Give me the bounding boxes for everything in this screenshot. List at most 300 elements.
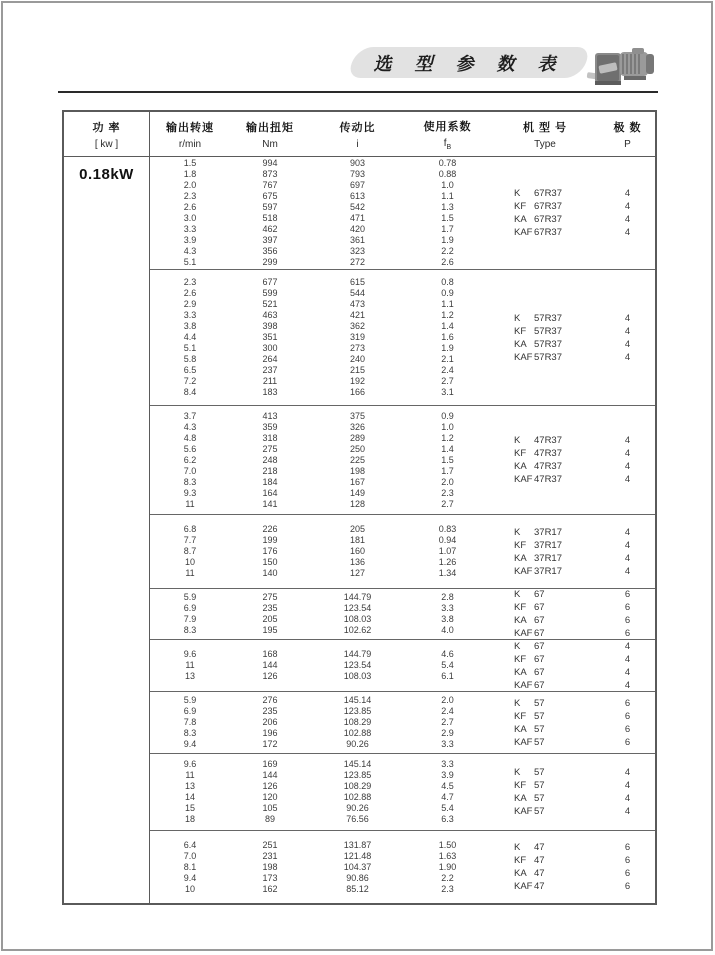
cell-value: 85.12: [346, 883, 369, 894]
type-value: KAF 67: [514, 679, 545, 691]
type-column: [490, 589, 600, 640]
cell-value: 289: [349, 432, 366, 443]
cell-value: 9.4: [183, 872, 197, 883]
poles-column: [600, 526, 655, 578]
cell-value: 359: [262, 421, 278, 432]
cell-value: 3.8: [441, 614, 454, 624]
cell-value: 2.7: [441, 498, 454, 509]
cell-value: 599: [262, 288, 278, 298]
cell-value: 199: [262, 535, 278, 545]
cell-value: 300: [262, 343, 278, 353]
header-output-speed: [150, 112, 230, 156]
type-value: K 57: [514, 767, 545, 778]
cell-value: 104.37: [343, 861, 372, 872]
poles-column: [600, 697, 655, 749]
type-value: K 37R17: [514, 526, 562, 538]
cell-value: 150: [262, 557, 278, 567]
poles-value: 4: [624, 793, 631, 804]
speeds-column: [150, 649, 230, 682]
cell-value: 226: [262, 524, 278, 534]
table-section: [150, 640, 655, 692]
cell-value: 8.1: [183, 861, 197, 872]
cell-value: 3.3: [441, 603, 454, 613]
cell-value: 2.1: [441, 354, 454, 364]
cell-value: 149: [349, 487, 366, 498]
cell-value: 0.9: [441, 288, 454, 298]
cell-value: 375: [349, 410, 366, 421]
cell-value: 2.4: [441, 365, 454, 375]
factors-column: [405, 277, 490, 398]
ratios-column: [310, 524, 405, 579]
cell-value: 471: [349, 213, 366, 223]
header-output-torque-unit: Nm: [262, 138, 278, 150]
poles-value: 4: [624, 767, 631, 778]
cell-value: 5.6: [183, 443, 197, 454]
cell-value: 615: [349, 277, 366, 287]
cell-value: 4.5: [441, 781, 454, 791]
speeds-column: [150, 524, 230, 579]
cell-value: 3.7: [183, 410, 197, 421]
cell-value: 397: [262, 235, 278, 245]
poles-value: 4: [624, 565, 631, 577]
cell-value: 1.6: [441, 332, 454, 342]
cell-value: 0.78: [438, 158, 457, 168]
cell-value: 162: [262, 883, 278, 894]
poles-value: 4: [624, 312, 631, 324]
cell-value: 108.03: [343, 614, 372, 624]
poles-value: 4: [624, 201, 631, 212]
cell-value: 15: [184, 803, 195, 813]
table-section: [150, 589, 655, 640]
cell-value: 326: [349, 421, 366, 432]
cell-value: 102.88: [343, 728, 372, 738]
cell-value: 361: [349, 235, 366, 245]
cell-value: 11: [185, 660, 195, 670]
cell-value: 102.62: [343, 625, 372, 635]
type-column: [490, 312, 600, 364]
type-value: KF 57: [514, 710, 545, 722]
header-type-cn: 机 型 号: [522, 121, 568, 134]
cell-value: 2.2: [441, 872, 454, 883]
header-poles-unit: P: [624, 138, 631, 150]
header-output-torque-cn: 输出扭矩: [246, 121, 294, 134]
cell-value: 2.8: [441, 592, 454, 602]
cell-value: 7.7: [183, 535, 197, 545]
cell-value: 3.0: [183, 213, 197, 223]
torques-column: [230, 592, 310, 636]
poles-value: 6: [624, 855, 631, 866]
cell-value: 4.0: [441, 625, 454, 635]
cell-value: 0.8: [441, 277, 454, 287]
poles-column: [600, 766, 655, 818]
speeds-column: [150, 411, 230, 510]
cell-value: 1.9: [441, 343, 454, 353]
ratios-column: [310, 649, 405, 682]
poles-value: 4: [624, 461, 631, 472]
cell-value: 144.79: [343, 592, 372, 602]
cell-value: 123.54: [343, 660, 372, 670]
cell-value: 3.8: [183, 321, 197, 331]
ratios-column: [310, 759, 405, 825]
cell-value: 76.56: [346, 814, 369, 824]
cell-value: 13: [184, 671, 195, 681]
table-body: [64, 157, 655, 903]
cell-value: 108.29: [343, 781, 372, 791]
cell-value: 1.7: [441, 465, 454, 476]
header-output-torque: [230, 112, 310, 156]
cell-value: 172: [262, 739, 278, 749]
table-body-sections: [150, 157, 655, 903]
cell-value: 1.7: [441, 224, 454, 234]
cell-value: 2.3: [183, 191, 197, 201]
power-value: 0.18kW: [79, 166, 134, 183]
poles-value: 6: [624, 589, 631, 600]
header-ratio: [310, 112, 405, 156]
cell-value: 206: [262, 717, 278, 727]
table-section: [150, 270, 655, 406]
table-header-row: [64, 112, 655, 157]
cell-value: 0.9: [441, 410, 454, 421]
selection-table: [62, 110, 657, 905]
poles-value: 4: [624, 351, 631, 363]
type-value: K 67R37: [514, 188, 562, 199]
cell-value: 237: [262, 365, 278, 375]
type-value: KF 37R17: [514, 539, 562, 551]
cell-value: 793: [349, 169, 366, 179]
cell-value: 128: [349, 498, 366, 509]
type-value: KF 57: [514, 780, 545, 791]
type-column: [490, 841, 600, 893]
table-section: [150, 406, 655, 515]
cell-value: 166: [349, 387, 366, 397]
poles-value: 4: [624, 552, 631, 564]
poles-column: [600, 187, 655, 239]
type-value: KAF 57R37: [514, 351, 562, 363]
cell-value: 198: [262, 861, 278, 872]
cell-value: 3.3: [441, 739, 454, 749]
factors-column: [405, 695, 490, 750]
cell-value: 7.0: [183, 465, 197, 476]
cell-value: 356: [262, 246, 278, 256]
type-value: KA 57: [514, 793, 545, 804]
cell-value: 2.6: [183, 288, 197, 298]
cell-value: 6.9: [183, 603, 197, 613]
cell-value: 90.26: [346, 803, 369, 813]
cell-value: 420: [349, 224, 366, 234]
type-value: KAF 57: [514, 736, 545, 748]
poles-column: [600, 841, 655, 893]
factors-column: [405, 840, 490, 895]
cell-value: 5.4: [441, 660, 454, 670]
cell-value: 2.4: [441, 706, 454, 716]
poles-value: 4: [624, 188, 631, 199]
cell-value: 4.6: [441, 649, 454, 659]
cell-value: 2.0: [441, 476, 454, 487]
factors-column: [405, 411, 490, 510]
cell-value: 1.26: [438, 557, 457, 567]
cell-value: 6.2: [183, 454, 197, 465]
cell-value: 9.4: [183, 739, 197, 749]
header-service-factor-cn: 使用系数: [423, 120, 472, 133]
cell-value: 8.3: [183, 728, 197, 738]
ratios-column: [310, 277, 405, 398]
table-section: [150, 157, 655, 270]
cell-value: 1.5: [441, 213, 454, 223]
cell-value: 518: [262, 213, 278, 223]
speeds-column: [150, 759, 230, 825]
header-power-cn: 功 率: [92, 121, 121, 134]
type-column: [490, 766, 600, 818]
cell-value: 145.14: [343, 759, 372, 769]
table-section: [150, 515, 655, 589]
cell-value: 5.1: [183, 257, 197, 267]
poles-value: 6: [624, 868, 631, 879]
cell-value: 521: [262, 299, 278, 309]
poles-value: 4: [624, 539, 631, 551]
poles-column: [600, 434, 655, 486]
cell-value: 597: [262, 202, 278, 212]
cell-value: 5.9: [183, 592, 197, 602]
cell-value: 264: [262, 354, 278, 364]
cell-value: 421: [349, 310, 366, 320]
cell-value: 126: [262, 781, 278, 791]
poles-column: [600, 589, 655, 640]
cell-value: 108.29: [343, 717, 372, 727]
cell-value: 126: [262, 671, 278, 681]
type-value: KF 67: [514, 602, 545, 613]
cell-value: 3.9: [183, 235, 197, 245]
cell-value: 272: [349, 257, 366, 267]
cell-value: 9.3: [183, 487, 197, 498]
cell-value: 0.83: [438, 524, 457, 534]
type-value: KF 67: [514, 653, 545, 665]
cell-value: 136: [349, 557, 366, 567]
header-power: [64, 112, 150, 156]
cell-value: 11: [185, 498, 195, 509]
cell-value: 1.2: [441, 432, 454, 443]
poles-value: 6: [624, 602, 631, 613]
cell-value: 168: [262, 649, 278, 659]
power-cell: [64, 157, 150, 903]
ratios-column: [310, 592, 405, 636]
cell-value: 9.6: [183, 759, 197, 769]
cell-value: 1.4: [441, 443, 454, 454]
cell-value: 6.8: [183, 524, 197, 534]
table-header-main: [150, 112, 655, 156]
cell-value: 7.9: [183, 614, 197, 624]
cell-value: 7.0: [183, 850, 197, 861]
type-value: KAF 47R37: [514, 474, 562, 485]
cell-value: 123.85: [343, 770, 372, 780]
cell-value: 0.88: [438, 169, 457, 179]
poles-column: [600, 312, 655, 364]
poles-value: 4: [624, 679, 631, 691]
torques-column: [230, 277, 310, 398]
cell-value: 6.1: [441, 671, 454, 681]
type-value: KA 67: [514, 615, 545, 626]
cell-value: 123.85: [343, 706, 372, 716]
cell-value: 1.07: [438, 546, 457, 556]
cell-value: 123.54: [343, 603, 372, 613]
cell-value: 276: [262, 695, 278, 705]
cell-value: 3.1: [441, 387, 454, 397]
table-section: [150, 754, 655, 831]
page-title: 选 型 参 数 表: [373, 54, 565, 74]
speeds-column: [150, 840, 230, 895]
type-column: [490, 526, 600, 578]
cell-value: 2.9: [441, 728, 454, 738]
type-value: KF 47: [514, 855, 545, 866]
cell-value: 231: [262, 850, 278, 861]
type-value: KAF 67: [514, 628, 545, 639]
cell-value: 211: [262, 376, 278, 386]
cell-value: 144: [262, 660, 278, 670]
type-value: KA 57R37: [514, 338, 562, 350]
ratios-column: [310, 158, 405, 268]
cell-value: 463: [262, 310, 278, 320]
torques-column: [230, 695, 310, 750]
cell-value: 2.6: [441, 257, 454, 267]
cell-value: 1.8: [183, 169, 197, 179]
cell-value: 697: [349, 180, 366, 190]
cell-value: 318: [262, 432, 278, 443]
cell-value: 2.9: [183, 299, 197, 309]
ratios-column: [310, 840, 405, 895]
type-value: K 47R37: [514, 435, 562, 446]
cell-value: 3.3: [183, 310, 197, 320]
cell-value: 13: [184, 781, 195, 791]
cell-value: 1.63: [438, 850, 457, 861]
ratios-column: [310, 411, 405, 510]
cell-value: 131.87: [343, 839, 372, 850]
cell-value: 108.03: [343, 671, 372, 681]
type-value: K 57R37: [514, 312, 562, 324]
cell-value: 5.4: [441, 803, 454, 813]
cell-value: 6.9: [183, 706, 197, 716]
torques-column: [230, 524, 310, 579]
speeds-column: [150, 592, 230, 636]
cell-value: 11: [185, 770, 195, 780]
cell-value: 169: [262, 759, 278, 769]
cell-value: 127: [349, 568, 366, 578]
cell-value: 8.3: [183, 625, 197, 635]
cell-value: 4.3: [183, 246, 197, 256]
header-poles-cn: 极 数: [613, 121, 642, 134]
cell-value: 1.50: [438, 839, 457, 850]
cell-value: 1.2: [441, 310, 454, 320]
factors-column: [405, 592, 490, 636]
cell-value: 767: [262, 180, 278, 190]
cell-value: 2.0: [441, 695, 454, 705]
factors-column: [405, 649, 490, 682]
poles-value: 4: [624, 448, 631, 459]
cell-value: 1.5: [441, 454, 454, 465]
type-value: K 67: [514, 589, 545, 600]
cell-value: 205: [349, 524, 366, 534]
cell-value: 2.3: [441, 487, 454, 498]
header-output-speed-cn: 输出转速: [166, 121, 214, 134]
factors-column: [405, 524, 490, 579]
header-output-speed-unit: r/min: [178, 138, 202, 150]
poles-value: 4: [624, 780, 631, 791]
cell-value: 473: [349, 299, 366, 309]
cell-value: 2.7: [441, 376, 454, 386]
cell-value: 903: [349, 158, 366, 168]
cell-value: 1.34: [438, 568, 457, 578]
cell-value: 2.2: [441, 246, 454, 256]
cell-value: 121.48: [343, 850, 372, 861]
cell-value: 205: [262, 614, 278, 624]
type-value: KA 47R37: [514, 461, 562, 472]
cell-value: 2.7: [441, 717, 454, 727]
cell-value: 235: [262, 706, 278, 716]
cell-value: 105: [262, 803, 278, 813]
cell-value: 235: [262, 603, 278, 613]
cell-value: 90.86: [346, 872, 369, 883]
type-value: KF 67R37: [514, 201, 562, 212]
type-value: KAF 37R17: [514, 565, 562, 577]
header-power-unit: [ kw ]: [94, 138, 119, 150]
cell-value: 3.3: [441, 759, 454, 769]
poles-value: 4: [624, 806, 631, 817]
cell-value: 544: [349, 288, 366, 298]
header-ratio-unit: i: [356, 138, 359, 150]
type-value: K 67: [514, 640, 545, 652]
cell-value: 144.79: [343, 649, 372, 659]
cell-value: 675: [262, 191, 278, 201]
type-value: KA 37R17: [514, 552, 562, 564]
cell-value: 183: [262, 387, 278, 397]
torques-column: [230, 759, 310, 825]
cell-value: 613: [349, 191, 366, 201]
cell-value: 215: [349, 365, 366, 375]
cell-value: 9.6: [183, 649, 197, 659]
cell-value: 160: [349, 546, 366, 556]
poles-value: 6: [624, 842, 631, 853]
cell-value: 542: [349, 202, 366, 212]
cell-value: 89: [264, 814, 275, 824]
speeds-column: [150, 277, 230, 398]
cell-value: 6.4: [183, 839, 197, 850]
cell-value: 1.1: [441, 191, 454, 201]
cell-value: 10: [184, 883, 195, 894]
cell-value: 398: [262, 321, 278, 331]
header-rule: [58, 91, 658, 93]
cell-value: 18: [184, 814, 195, 824]
cell-value: 3.9: [441, 770, 454, 780]
cell-value: 677: [262, 277, 278, 287]
cell-value: 102.88: [343, 792, 372, 802]
cell-value: 275: [262, 592, 278, 602]
cell-value: 90.26: [346, 739, 369, 749]
poles-value: 6: [624, 881, 631, 892]
type-value: KA 57: [514, 723, 545, 735]
poles-value: 4: [624, 640, 631, 652]
cell-value: 250: [349, 443, 366, 454]
cell-value: 196: [262, 728, 278, 738]
cell-value: 140: [262, 568, 278, 578]
type-value: KA 67: [514, 666, 545, 678]
header-service-factor-unit: $f_B$: [443, 137, 452, 151]
cell-value: 275: [262, 443, 278, 454]
poles-value: 6: [624, 723, 631, 735]
type-value: KF 47R37: [514, 448, 562, 459]
cell-value: 225: [349, 454, 366, 465]
cell-value: 4.3: [183, 421, 197, 432]
cell-value: 3.3: [183, 224, 197, 234]
cell-value: 462: [262, 224, 278, 234]
type-value: KA 67R37: [514, 214, 562, 225]
